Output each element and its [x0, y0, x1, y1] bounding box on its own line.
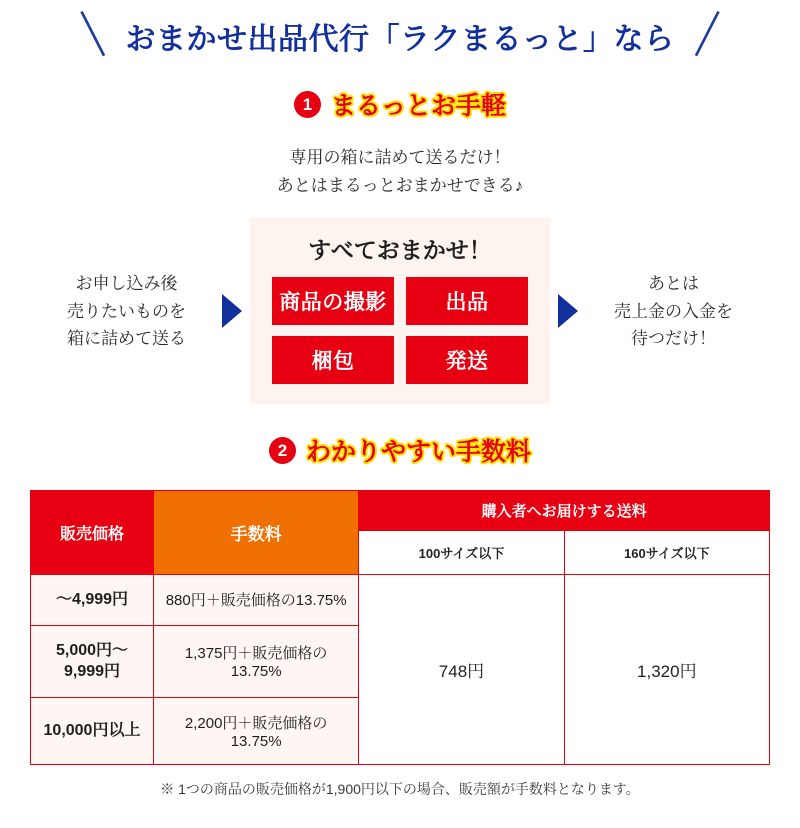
cell-price-2: [31, 625, 154, 697]
header-size-160: 160サイズ以下: [564, 531, 769, 575]
section-2-title: わかりやすい手数料: [305, 438, 531, 467]
cell-fee-3: 2,200円＋販売価格の13.75%: [154, 697, 359, 764]
section-1-number-badge: 1: [294, 91, 321, 118]
table-header-row-1: [31, 491, 770, 531]
arrow-right-icon-2: [558, 294, 578, 328]
flow-left-line-3: 箱に詰めて送る: [67, 328, 186, 348]
fee-table: [30, 490, 770, 765]
cell-fee-2: 1,375円＋販売価格の13.75%: [154, 625, 359, 697]
page-title: おまかせ出品代行「ラクまるっと」なら: [125, 23, 675, 56]
flow-right-line-2: 売上金の入金を: [614, 301, 733, 321]
decorative-slash-right: ／: [682, 10, 733, 62]
lead-line-2: あとはまるっとおまかせできる♪: [276, 176, 524, 196]
decorative-slash-left: ＼: [67, 10, 118, 62]
flow-left-line-2: 売りたいものを: [67, 301, 186, 321]
section-1-heading: [0, 86, 800, 122]
service-chip-shipping: 発送: [406, 336, 528, 384]
section-2-number-badge: 2: [269, 437, 296, 464]
fee-table-wrapper: [30, 490, 770, 799]
cell-price-1: ～4,999円: [31, 575, 154, 626]
flow-step-left: [39, 270, 214, 352]
lead-line-1: 専用の箱に詰めて送るだけ！: [289, 148, 511, 167]
flow-left-line-1: お申し込み後: [75, 274, 178, 294]
page-title-row: [0, 0, 800, 62]
flow-center-title: すべておまかせ！: [308, 237, 492, 264]
cell-shipping-160: 1,320円: [564, 575, 769, 765]
fee-table-note: ※ 1つの商品の販売価格が1,900円以下の場合、販売額が手数料となります。: [160, 780, 640, 797]
flow-step-right: [586, 270, 761, 352]
header-shipping: 購入者へお届けする送料: [359, 491, 770, 531]
arrow-right-icon-1: [222, 294, 242, 328]
section-1-lead: [0, 144, 800, 200]
cell-price-2-line-1: 5,000円～: [55, 641, 129, 659]
service-chip-photo: 商品の撮影: [272, 277, 394, 325]
table-row: [31, 575, 770, 626]
flow-right-line-1: あとは: [648, 274, 699, 294]
header-fee: 手数料: [154, 491, 359, 575]
header-price: 販売価格: [31, 491, 154, 575]
service-chip-grid: [272, 277, 528, 384]
service-chip-packing: 梱包: [272, 336, 394, 384]
section-1-title: まるっとお手軽: [330, 92, 506, 120]
section-2-heading: [0, 432, 800, 468]
cell-price-2-line-2: 9,999円: [63, 663, 121, 681]
flow-step-center: [250, 218, 550, 404]
cell-shipping-100: 748円: [359, 575, 564, 765]
flow-right-line-3: 待つだけ！: [631, 328, 716, 348]
header-size-100: 100サイズ以下: [359, 531, 564, 575]
cell-fee-1: 880円＋販売価格の13.75%: [154, 575, 359, 626]
cell-price-3: 10,000円以上: [31, 697, 154, 764]
service-flow: [0, 218, 800, 404]
service-chip-listing: 出品: [406, 277, 528, 325]
